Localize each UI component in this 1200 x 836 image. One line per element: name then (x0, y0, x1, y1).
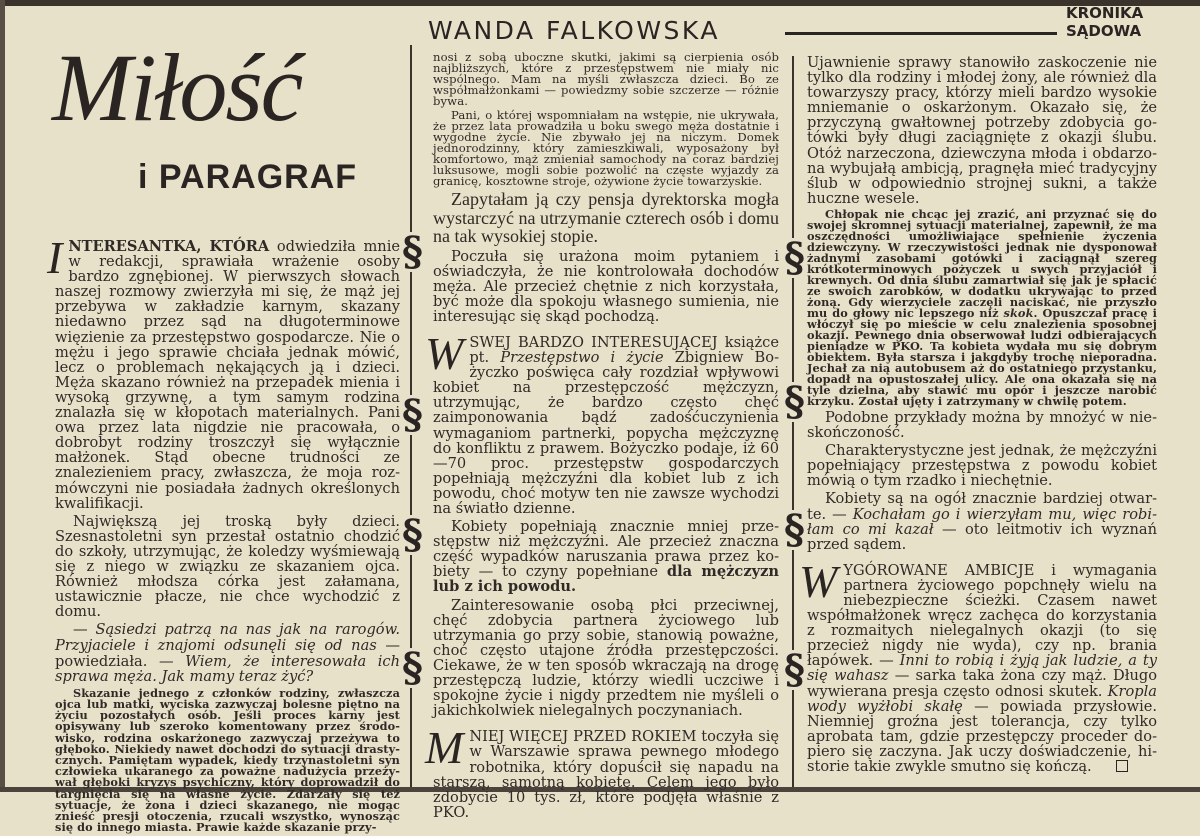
column-1 (47, 232, 401, 836)
col1-paragraph-2: Największą jej troską były dzieci. Szesnastoletni syn przestał ostatnio chodzić do szkoły, utrzymując, że koledzy wyśmiewają się z niego w związku ze skazaniem ojca. Również młodsza córka jest załamana, ustawicznie płacze, nie chce wychodzić z domu. (55, 512, 400, 621)
scan-border-left (0, 0, 5, 792)
drop-cap: W (799, 555, 838, 607)
col2-paragraph-7: Zainteresowanie osobą płci przeciwnej, chęć zdobycia partnera życiowego lub utrzymania go przy sobie, stanowią poważne, choć często utajone źródła przestępczości. Ciekawe, że w ten sposób wkraczają na drogę przestępczą ludzie, którzy wiedli uczciwe i spokojne życie i nigdy przedtem nie myśleli o jakichkolwiek nielegalnych poczynaniach. (433, 596, 779, 720)
col3-paragraph-5 (807, 491, 1157, 551)
section-mark-icon: § (784, 646, 805, 693)
col3-paragraph-3: Podobne przykłady można by mnożyć w nieskończoność. (807, 408, 1157, 442)
section-mark-icon: § (784, 506, 805, 553)
section-mark-icon: § (402, 644, 423, 691)
paragraph-text: Kobiety popełniają znacznie mniej przestępstw niż mężczyźni. Ale przecież znaczna część wypadków naruszania prawa przez kobiety — to czyny popełniane (433, 518, 779, 581)
paragraph-text: Zbigniew Bożyczko poświęca cały rozdział wpływowi kobiet na przestępczość mężczyzn, utrzymując, że bardzo często chęć zaimponowania bądź zadośćuczynienia wymaganiom partnerki, popycha mężczyznę do konfliktu z prawem. Bożyczko podaje, iż 60—70 proc. przestępstw gospodarczych popełniają mężczyźni dla kobiet lub z ich powodu, choć motyw ten nie zawsze wychodzi na światło dzienne. (433, 349, 779, 517)
paragraph-text: toczyła się w Warszawie sprawa pewnego młodego robotnika, który dopuścił się napadu na starszą, samotną kobietę. Celem jego było zdobycie 10 tys. zł, które podjęła właśnie z PKO. (433, 728, 780, 821)
col3-paragraph-small (807, 206, 1157, 408)
drop-cap: M (425, 722, 464, 774)
col2-paragraph-2: Pani, o której wspomniałam na wstępie, nie ukrywała, że przez lata prowadziła u boku swego męża dostatnie i wygodne życie. Nie zbywało jej na niczym. Domek jednorodzinny, który zamieszkiwali, wyposażony był komfortowo, mąż zmieniał samochody na coraz bardziej luksusowe, mogli sobie pozwolić na częste wyjazdy za granicę, kosztowne stroje, ożywione życie towarzyskie. (433, 108, 779, 188)
col2-paragraph-8 (425, 722, 780, 821)
section-mark-icon: § (784, 378, 805, 425)
rubric-line-2: SĄDOWA (1066, 22, 1142, 40)
quote-text: — Sąsiedzi patrzą na nas jak na rarogów. Przyjaciele i znajomi odsunęli się od nas — (55, 621, 400, 654)
paragraph-text: — oto leitmotiv ich wyznań przed sądem. (807, 520, 1157, 553)
paragraph-text: książce pt. (469, 333, 779, 367)
paragraph-text: Chłopak nie chcąc jej zrazić, ani przyznać się do swojej skromnej sytuacji materialnej, zapewnił, że ma oszczędności umożliwiające spełnienie życzenia dziewczyny. W rzeczywistości jednak nie dysponował żadnymi zasobami gotówki i zaciągnął szereg krótkoterminowych pożyczek u swych przyjaciół i krewnych. Od dnia ślubu zamartwiał się jak je spłacić ze swoich zarobków, w dodatku ukrywając to przed żoną. Gdy wierzyciele zaczęli naciskać, nie przyszło mu do głowy nic lepszego niż (807, 206, 1157, 320)
col2-paragraph-5 (425, 327, 779, 517)
column-2 (425, 50, 780, 823)
book-title: Przestępstwo i życie (500, 349, 664, 367)
paragraph-text: . Opuszczał pracę i włóczył się po mieście w celu znalezienia sposobnej okazji. Pewnego dnia obserwował ludzi odbierających pieniądze w PKO. Ta kobieta wydała mu się dobrym obiektem. Była starsza i jakgdyby trochę nieporadna. Jechał za nią autobusem aż do ostatniego przystanku, dopadł na opustoszałej ulicy. Ale ona okazała się na tyle dzielna, aby stawić mu opór i jeszcze narobić krzyku. Został ujęty i zatrzymany w chwilę potem. (807, 305, 1157, 408)
section-mark-icon: § (402, 391, 423, 438)
quote-text: Inni to robią i żyją jak ludzie, a ty się wahasz (807, 652, 1157, 685)
col1-paragraph-1 (47, 232, 401, 512)
quote-text: Wiem, że interesowała ich sprawa męża. Jak mamy teraz żyć? (55, 652, 400, 686)
col2-paragraph-6 (433, 519, 779, 594)
paragraph-text: odwiedziła mnie w redakcji, sprawiała wrażenie osoby bardzo zgnębionej. W pierwszych słowach naszej rozmowy zwierzyła mi się, że mąż jej przebywa w zakładzie karnym, skazany niedawno przez sąd na długoterminowe więzienie za przestępstwo gospodarcze. Nie o mężu i jego sprawie chciała jednak mówić, lecz o problemach nękających ją i dzieci. Męża skazano również na przepadek mienia i wysoką grzywnę, a tym samym rodzina znalazła się w kłopotach materialnych. Pani owa przez lata nigdzie nie pracowała, o dobrobyt rodziny troszczył się wyłącznie małżonek. Stąd obecne trudności ze znalezieniem pracy, zwłaszcza, że moja rozmówczyni nie posiadała żadnych określonych kwalifikacji. (55, 238, 401, 512)
column-3 (799, 54, 1158, 777)
col2-paragraph-1: nosi z sobą uboczne skutki, jakimi są cierpienia osób najbliższych, które z przestępstwem nie miały nic wspólnego. Mam na myśli zwłaszcza dzieci. Bo ze współmałżonkami — powiedzmy sobie szczerze — różnie bywa. (433, 50, 779, 108)
col3-paragraph-4: Charakterystyczne jest jednak, że mężczyźni popełniający przestępstwa z powodu kobiet mówią o tym rzadko i niechętnie. (807, 442, 1157, 490)
lead-in: NIEJ WIĘCEJ PRZED ROKIEM (469, 728, 697, 746)
col1-paragraph-small: Skazanie jednego z członków rodziny, zwłaszcza ojca lub matki, wyciska zazwyczaj bolesne piętno na życiu pozostałych osób. Jeśli proces karny jest opisywany lub szeroko komentowany przez środowisko, rodzina oskarżonego zazwyczaj przeżywa to głęboko. Niekiedy nawet dochodzi do sytuacji drastycznych. Pamiętam wypadek, kiedy trzynastoletni syn człowieka ukaranego za poważne nadużycia przeżywał głęboki kryzys psychiczny, który doprowadził do targnięcia się na własne życie. Zdarzały się też sytuacje, że żona i dzieci skazanego, nie mogąc znieść presji otoczenia, rzucali wszystko, wynosząc się do innego miasta. Prawie każde skazanie przy- (55, 685, 400, 835)
emphasis: skok (1003, 305, 1034, 320)
lead-in: NTERESANTKA, KTÓRA (68, 238, 270, 255)
section-mark-icon: § (784, 234, 805, 281)
col3-paragraph-6 (799, 555, 1158, 775)
rubric-line-1: KRONIKA (1066, 4, 1144, 22)
quote-text: Kochałam go i wierzyłam mu, więc robiłam co mi kazał (807, 505, 1158, 538)
quote-attribution: powiedziała. — (55, 652, 186, 670)
section-rubric (1066, 4, 1143, 40)
col2-paragraph-4: Poczuła się urażona moim pytaniem i oświadczyła, że nie kontrolowała dochodów męża. Ale przecież chętnie z nich korzystała, być może dla spokoju własnego sumienia, nie interesując się skąd pochodzą. (433, 247, 779, 325)
article-subtitle: i PARAGRAF (138, 158, 358, 196)
proverb-text: Kropla wody wyżłobi skałę (807, 682, 1157, 715)
article-title: Miłość (52, 34, 302, 141)
lead-in: YGÓROWANE AMBICJE (843, 561, 1035, 579)
section-mark-icon: § (402, 511, 423, 558)
paragraph-text: — sarka taka żona czy mąż. Długo wywierana presja często odnosi skutek. (807, 667, 1157, 700)
scan-border-top (0, 0, 1200, 6)
drop-cap: I (47, 232, 63, 283)
lead-in: SWEJ BARDZO INTERESUJĄCEJ (469, 333, 718, 351)
col2-paragraph-3: Zapytałam ją czy pensja dyrektorska mogła wystarczyć na utrzymanie czterech osób i domu na tak wysokiej stopie. (433, 189, 779, 246)
paragraph-text: i wymagania partnera życiowego popchnęły wielu na niebezpieczne ścieżki. Czasem nawet współmałżonek wręcz zachęca do korzystania z rozmaitych nielegalnych okazji (to się przecież nigdy nie wyda), czy np. brania łapówek. — (807, 561, 1157, 670)
col3-paragraph-1: Ujawnienie sprawy stanowiło zaskoczenie nie tylko dla rodziny i młodej żony, ale również dla towarzyszy pracy, którzy mieli bardzo wysokie mniemanie o oskarżonym. Okazało się, że przyczyną gwałtownej potrzeby zdobycia gotówki były długi zaciągnięte z okazji ślubu. Otóż narzeczona, dziewczyna młoda i obdarzona wybujałą ambicją, pragnęła mieć tradycyjny ślub w odpowiednio strojnej sukni, a także huczne wesele. (807, 54, 1157, 207)
header-rule (785, 32, 1057, 35)
paragraph-text: Kobiety są na ogół znacznie bardziej otwarte. — (807, 490, 1157, 523)
section-mark-icon: § (402, 228, 423, 275)
square-end-mark-icon (1116, 760, 1128, 772)
col1-quote (55, 622, 400, 684)
paragraph-text: — powiada przysłowie. Niemniej groźna jest tolerancja, czy tylko aprobata tam, gdzie przestępczy proceder dopiero się zaczyna. Jak uczy doświadczenie, historie takie zwykle smutno się kończą. (807, 697, 1158, 775)
emphasis: dla mężczyzn lub z ich powodu. (433, 563, 779, 596)
author-name: WANDA FALKOWSKA (428, 16, 720, 45)
drop-cap: W (425, 327, 464, 379)
